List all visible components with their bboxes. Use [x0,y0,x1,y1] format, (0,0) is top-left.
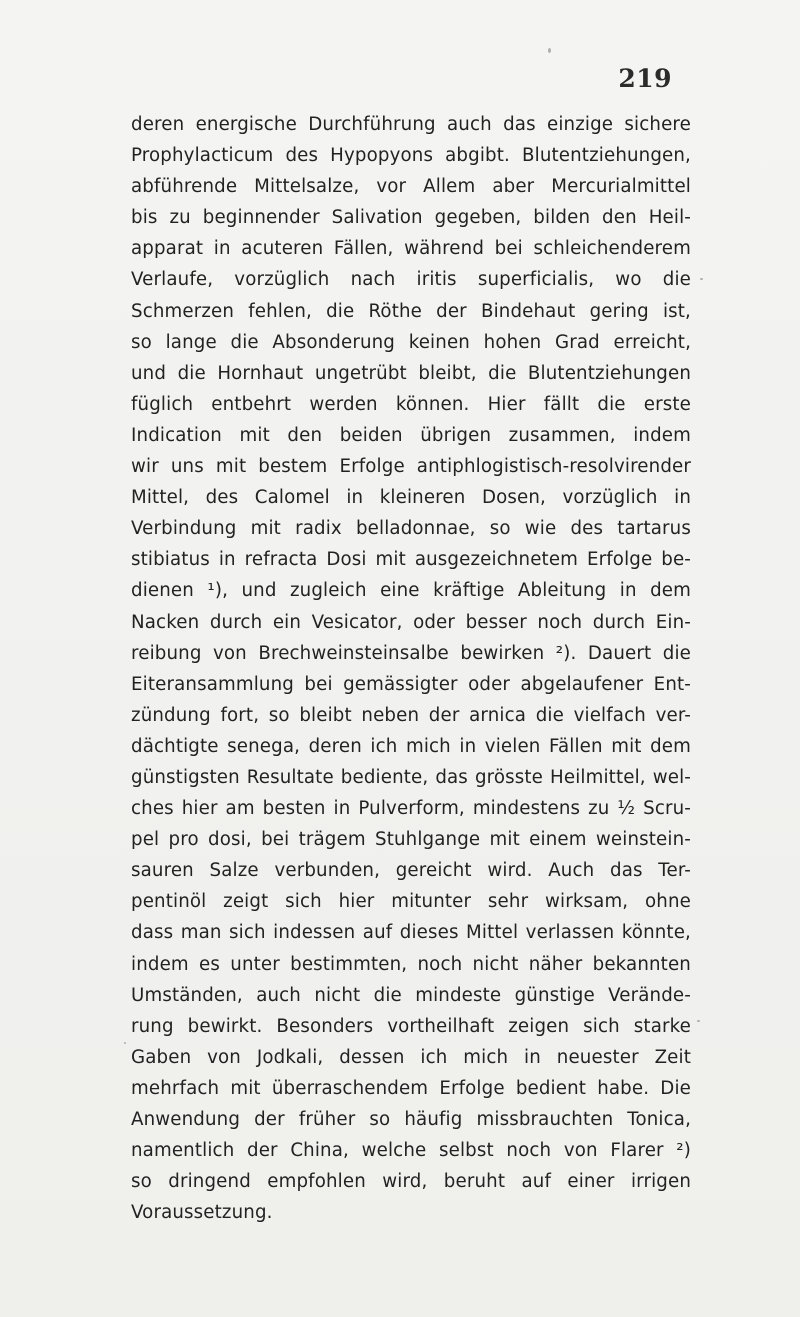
text-line: pel pro dosi, bei trägem Stuhlgange mit einem weinstein- [131,829,691,851]
page-number: 219 [618,64,672,93]
text-line: Verlaufe, vorzüglich nach iritis superficialis, wo die [131,269,691,291]
text-line: dienen ¹), und zugleich eine kräftige Ableitung in dem [131,580,691,602]
text-line: Nacken durch ein Vesicator, oder besser noch durch Ein- [131,611,691,633]
text-line: füglich entbehrt werden können. Hier fällt die erste [131,393,691,415]
text-line: Eiteransammlung bei gemässigter oder abgelaufener Ent- [131,673,691,695]
text-line: so dringend empfohlen wird, beruht auf einer irrigen [131,1171,691,1193]
text-line: namentlich der China, welche selbst noch von Flarer ²) [131,1140,691,1162]
text-line: so lange die Absonderung keinen hohen Grad erreicht, [131,331,691,353]
text-line: zündung fort, so bleibt neben der arnica die vielfach ver- [131,704,691,726]
text-line: mehrfach mit überraschendem Erfolge bedient habe. Die [131,1077,691,1099]
paper-speck [697,1020,700,1022]
text-line: und die Hornhaut ungetrübt bleibt, die Blutentziehungen [131,362,691,384]
text-line: indem es unter bestimmten, noch nicht näher bekannten [131,953,691,975]
text-line: deren energische Durchführung auch das einzige sichere [131,114,691,135]
text-line: apparat in acuteren Fällen, während bei schleichenderem [131,238,691,260]
text-line: ches hier am besten in Pulverform, mindestens zu ½ Scru- [131,798,691,820]
text-line: günstigsten Resultate bediente, das grösste Heilmittel, wel- [131,766,691,788]
text-line: Umständen, auch nicht die mindeste günstige Verände- [131,984,691,1006]
text-line: abführende Mittelsalze, vor Allem aber Mercurialmittel [131,176,691,198]
text-line: stibiatus in refracta Dosi mit ausgezeichnetem Erfolge be- [131,549,691,571]
text-line: Mittel, des Calomel in kleineren Dosen, vorzüglich in [131,487,691,509]
text-line: Gaben von Jodkali, dessen ich mich in neuester Zeit [131,1046,691,1068]
paper-speck [124,1042,126,1044]
text-line: Voraussetzung. [131,1202,273,1224]
text-line: Verbindung mit radix belladonnae, so wie des tartarus [131,518,691,540]
text-line: dächtigte senega, deren ich mich in vielen Fällen mit dem [131,735,691,757]
paper-speck [700,278,703,280]
text-line: bis zu beginnender Salivation gegeben, bilden den Heil- [131,207,691,229]
text-line: dass man sich indessen auf dieses Mittel verlassen könnte, [131,922,691,944]
text-line: Schmerzen fehlen, die Röthe der Bindehaut gering ist, [131,300,691,322]
text-line: Indication mit den beiden übrigen zusammen, indem [131,424,691,446]
paper-speck [548,48,551,53]
text-line: Anwendung der früher so häufig missbrauchten Tonica, [131,1109,691,1130]
text-line: reibung von Brechweinsteinsalbe bewirken ²). Dauert die [131,642,691,664]
text-line: rung bewirkt. Besonders vortheilhaft zeigen sich starke [131,1015,691,1037]
body-text [131,109,691,1228]
text-line: Prophylacticum des Hypopyons abgibt. Blutentziehungen, [131,145,691,167]
text-line: sauren Salze verbunden, gereicht wird. Auch das Ter- [131,860,691,882]
text-line: pentinöl zeigt sich hier mitunter sehr wirksam, ohne [131,891,691,913]
text-line: wir uns mit bestem Erfolge antiphlogistisch-resolvirender [131,456,691,478]
